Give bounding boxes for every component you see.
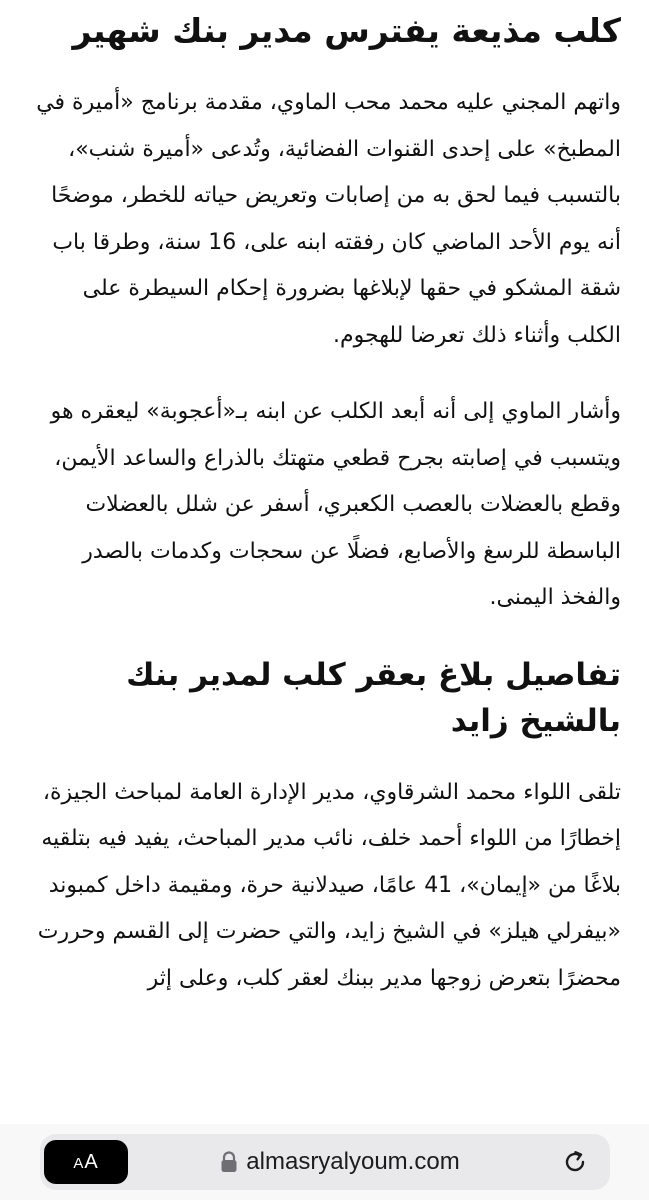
lock-icon <box>220 1151 238 1173</box>
aa-large-letter: A <box>84 1151 99 1173</box>
reload-icon[interactable] <box>562 1149 588 1175</box>
address-bar[interactable] <box>40 1134 610 1190</box>
article-paragraph-1: واتهم المجني عليه محمد محب الماوي، مقدمة برنامج «أميرة في المطبخ» على إحدى القنوات الفضائية، وتُدعى «أميرة شنب»، بالتسبب فيما لحق به من إصابات وتعريض حياته للخطر، موضحًا أنه يوم الأحد الماضي كان رفقته ابنه على، 16 سنة، وطرقا باب شقة المشكو في حقها لإبلاغها بضرورة إحكام السيطرة على الكلب وأثناء ذلك تعرضا للهجوم. <box>36 90 621 348</box>
aa-small-letter: A <box>73 1155 85 1172</box>
article-paragraph-2: وأشار الماوي إلى أنه أبعد الكلب عن ابنه بـ«أعجوبة» ليعقره هو ويتسبب في إصابته بجرح قطعي متهتك بالذراع والساعد الأيمن، وقطع بالعضلات بالعصب الكعبري، أسفر عن شلل بالعضلات الباسطة للرسغ والأصابع، فضلًا عن سحجات وكدمات بالصدر والفخذ اليمنى. <box>50 399 621 610</box>
article-title: كلب مذيعة يفترس مدير بنك شهير <box>72 11 621 50</box>
reader-aa-button[interactable] <box>44 1140 128 1184</box>
url-text: almasryalyoum.com <box>246 1148 460 1175</box>
article-subtitle: تفاصيل بلاغ بعقر كلب لمدير بنك بالشيخ زايد <box>126 656 621 739</box>
browser-toolbar <box>0 1124 649 1200</box>
article-paragraph-3: تلقى اللواء محمد الشرقاوي، مدير الإدارة العامة لمباحث الجيزة، إخطارًا من اللواء أحمد خلف، نائب مدير المباحث، يفيد فيه بتلقيه بلاغًا من «إيمان»، 41 عامًا، صيدلانية حرة، ومقيمة داخل كمبوند «بيفرلي هيلز» في الشيخ زايد، والتي حضرت إلى القسم وحررت محضرًا بتعرض زوجها مدير ببنك لعقر كلب، وعلى إثر <box>37 779 621 991</box>
url-display[interactable] <box>140 1134 540 1190</box>
